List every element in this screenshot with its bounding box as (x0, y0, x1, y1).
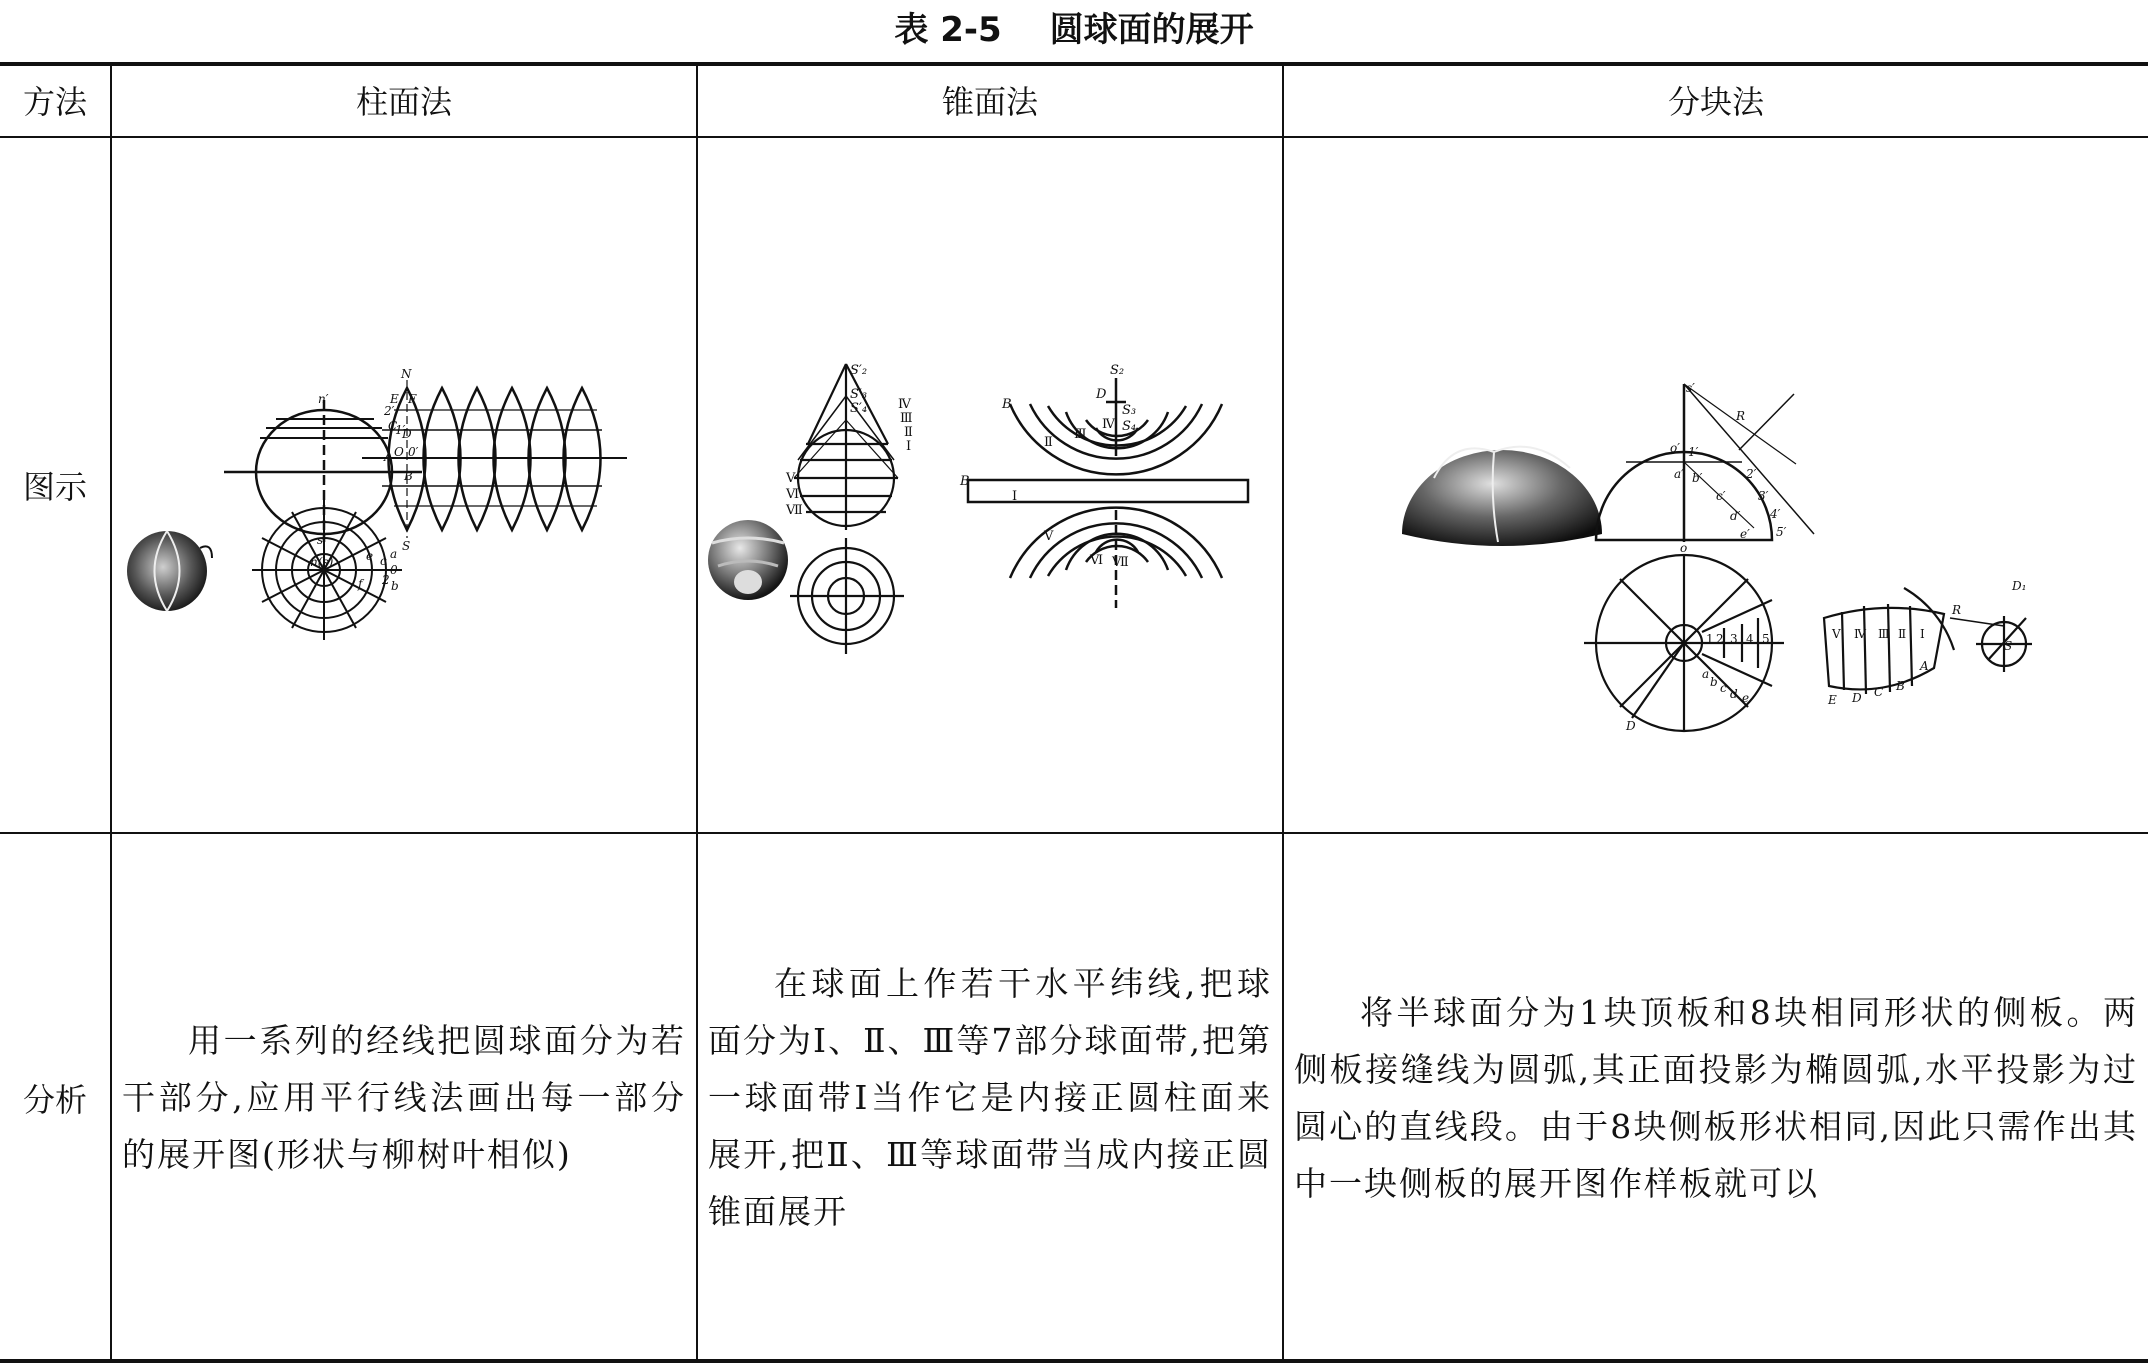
svg-text:b: b (391, 579, 399, 593)
svg-text:1′: 1′ (1688, 445, 1699, 459)
svg-text:n′: n′ (318, 392, 329, 406)
svg-text:1′: 1′ (395, 423, 406, 437)
svg-text:0′: 0′ (408, 445, 419, 459)
svg-text:D: D (1096, 387, 1107, 402)
svg-text:S: S (402, 539, 411, 553)
svg-text:Ⅱ: Ⅱ (904, 425, 913, 440)
block-front-view (1596, 384, 1814, 542)
svg-text:Ⅰ: Ⅰ (906, 439, 912, 454)
bottom-rule (0, 1359, 2148, 1363)
cone-labels (785, 363, 1136, 570)
svg-text:Ⅱ: Ⅱ (1044, 435, 1053, 450)
svg-text:R: R (1736, 409, 1746, 423)
hemisphere-illustration (1402, 447, 1602, 546)
svg-text:o: o (1680, 541, 1688, 555)
analysis-row-label: 分析 (22, 1080, 87, 1119)
svg-text:Ⅵ: Ⅵ (1090, 553, 1104, 568)
svg-text:E: E (390, 392, 399, 406)
side-board-development (1824, 588, 2004, 694)
table-number: 表 2-5 (894, 10, 1002, 50)
table-title (0, 6, 2148, 54)
svg-text:2′: 2′ (1746, 467, 1757, 481)
header-method: 方法 (0, 63, 111, 137)
svg-text:f: f (358, 577, 363, 591)
cone-top-view (790, 538, 904, 654)
svg-text:d: d (1730, 687, 1738, 701)
svg-text:Ⅲ: Ⅲ (1878, 627, 1890, 641)
svg-text:Ⅵ: Ⅵ (786, 487, 800, 502)
cone-front-view (794, 364, 898, 530)
svg-text:S₃: S₃ (1122, 403, 1137, 418)
svg-text:2: 2 (1716, 632, 1724, 646)
analysis-row (0, 833, 2148, 1361)
svg-text:B: B (960, 474, 970, 489)
cylinder-method-diagram (112, 138, 696, 832)
cylinder-analysis-cell (111, 833, 697, 1361)
svg-text:5′: 5′ (1776, 525, 1787, 539)
svg-text:A: A (1920, 659, 1929, 673)
svg-text:Ⅲ: Ⅲ (1074, 427, 1087, 442)
svg-text:o′: o′ (1670, 441, 1680, 455)
banded-sphere-illustration (708, 520, 788, 600)
svg-text:1: 1 (1706, 632, 1714, 646)
svg-text:R: R (1952, 603, 1962, 617)
svg-text:4′: 4′ (1770, 507, 1781, 521)
svg-text:Ⅰ: Ⅰ (1920, 627, 1925, 641)
svg-text:Ⅶ: Ⅶ (1112, 555, 1129, 570)
svg-text:b′: b′ (1692, 471, 1703, 485)
svg-text:C: C (1874, 685, 1884, 699)
svg-text:B: B (1002, 397, 1012, 412)
svg-text:c′: c′ (1716, 489, 1726, 503)
svg-text:S₄: S₄ (1122, 419, 1137, 434)
svg-text:E: E (1828, 693, 1837, 707)
svg-text:a: a (390, 547, 398, 561)
svg-text:c: c (1720, 681, 1727, 695)
gore-developments (362, 380, 627, 538)
svg-text:2′: 2′ (384, 404, 395, 418)
header-block-method: 分块法 (1283, 63, 2148, 137)
cylinder-analysis-text: 用一系列的经线把圆球面分为若干部分,应用平行线法画出每一部分的展开图(形状与柳树叶相似) (122, 1021, 686, 1174)
svg-text:C: C (388, 419, 398, 433)
svg-text:e: e (1742, 691, 1750, 705)
svg-text:B: B (1896, 679, 1905, 693)
cylinder-labels (310, 367, 419, 593)
svg-text:D: D (1626, 719, 1636, 733)
svg-text:e′: e′ (1740, 527, 1750, 541)
block-top-view (1584, 554, 1784, 732)
svg-text:a′: a′ (1674, 467, 1684, 481)
svg-text:Ⅳ: Ⅳ (1102, 417, 1115, 432)
svg-text:5: 5 (1762, 632, 1770, 646)
cone-analysis-cell (697, 833, 1283, 1361)
svg-text:S′₂: S′₂ (850, 363, 868, 378)
header-cylinder-method: 柱面法 (111, 63, 697, 137)
svg-text:n(s): n(s) (310, 555, 334, 569)
svg-text:F: F (408, 392, 417, 406)
svg-text:c: c (380, 554, 387, 568)
svg-text:Ⅰ: Ⅰ (1012, 489, 1018, 504)
top-view (252, 500, 402, 640)
svg-text:Ⅴ: Ⅴ (1832, 627, 1841, 641)
svg-text:S′₄: S′₄ (850, 401, 868, 416)
sphere-illustration (127, 531, 212, 611)
svg-text:Ⅳ: Ⅳ (898, 397, 911, 412)
svg-text:a: a (1702, 667, 1710, 681)
svg-text:Ⅴ: Ⅴ (786, 471, 796, 486)
svg-text:D: D (402, 427, 412, 441)
cone-analysis-text: 在球面上作若干水平纬线,把球面分为Ⅰ、Ⅱ、Ⅲ等7部分球面带,把第一球面带Ⅰ当作它是内接正圆柱面来展开,把Ⅱ、Ⅲ等球面带当成内接正圆锥面展开 (708, 964, 1272, 1231)
svg-text:d′: d′ (1730, 509, 1741, 523)
cylinder-method-figure-cell (111, 137, 697, 833)
table-caption: 圆球面的展开 (1049, 10, 1254, 50)
figure-row-label: 图示 (0, 137, 111, 833)
svg-text:Ⅳ: Ⅳ (1854, 627, 1866, 641)
svg-text:D: D (1852, 691, 1862, 705)
expansion-methods-table (0, 63, 2148, 1361)
svg-text:b: b (1710, 675, 1718, 689)
block-method-diagram (1284, 138, 2147, 832)
svg-text:2: 2 (382, 573, 390, 587)
svg-text:N: N (401, 367, 412, 381)
svg-text:D₁: D₁ (2012, 579, 2027, 593)
svg-text:e: e (366, 549, 374, 563)
svg-text:B: B (404, 469, 413, 483)
cone-method-figure-cell (697, 137, 1283, 833)
svg-text:Ⅲ: Ⅲ (900, 411, 913, 426)
svg-text:Ⅶ: Ⅶ (786, 503, 803, 518)
svg-text:3: 3 (1730, 632, 1738, 646)
block-analysis-cell (1283, 833, 2148, 1361)
svg-text:3′: 3′ (1758, 489, 1769, 503)
block-analysis-text: 将半球面分为1块顶板和8块相同形状的侧板。两侧板接缝线为圆弧,其正面投影为椭圆弧,水平投影为过圆心的直线段。由于8块侧板形状相同,因此只需作出其中一块侧板的展开图作样板就可以 (1294, 992, 2138, 1203)
svg-text:S: S (2004, 639, 2013, 653)
figure-row (0, 137, 2148, 833)
header-cone-method: 锥面法 (697, 63, 1283, 137)
svg-text:0: 0 (390, 563, 398, 577)
block-method-figure-cell (1283, 137, 2148, 833)
svg-text:A: A (384, 450, 393, 464)
svg-text:O: O (394, 445, 404, 459)
header-row (0, 63, 2148, 137)
cone-developments (968, 378, 1248, 608)
cone-method-diagram (698, 138, 1282, 832)
svg-text:Ⅴ: Ⅴ (1044, 529, 1054, 544)
svg-text:s′: s′ (317, 533, 326, 547)
svg-text:4: 4 (1746, 632, 1754, 646)
svg-text:s′: s′ (1686, 381, 1695, 395)
svg-text:Ⅱ: Ⅱ (1898, 627, 1907, 641)
svg-text:S₂: S₂ (1110, 363, 1125, 378)
svg-text:S′₃: S′₃ (850, 387, 868, 402)
